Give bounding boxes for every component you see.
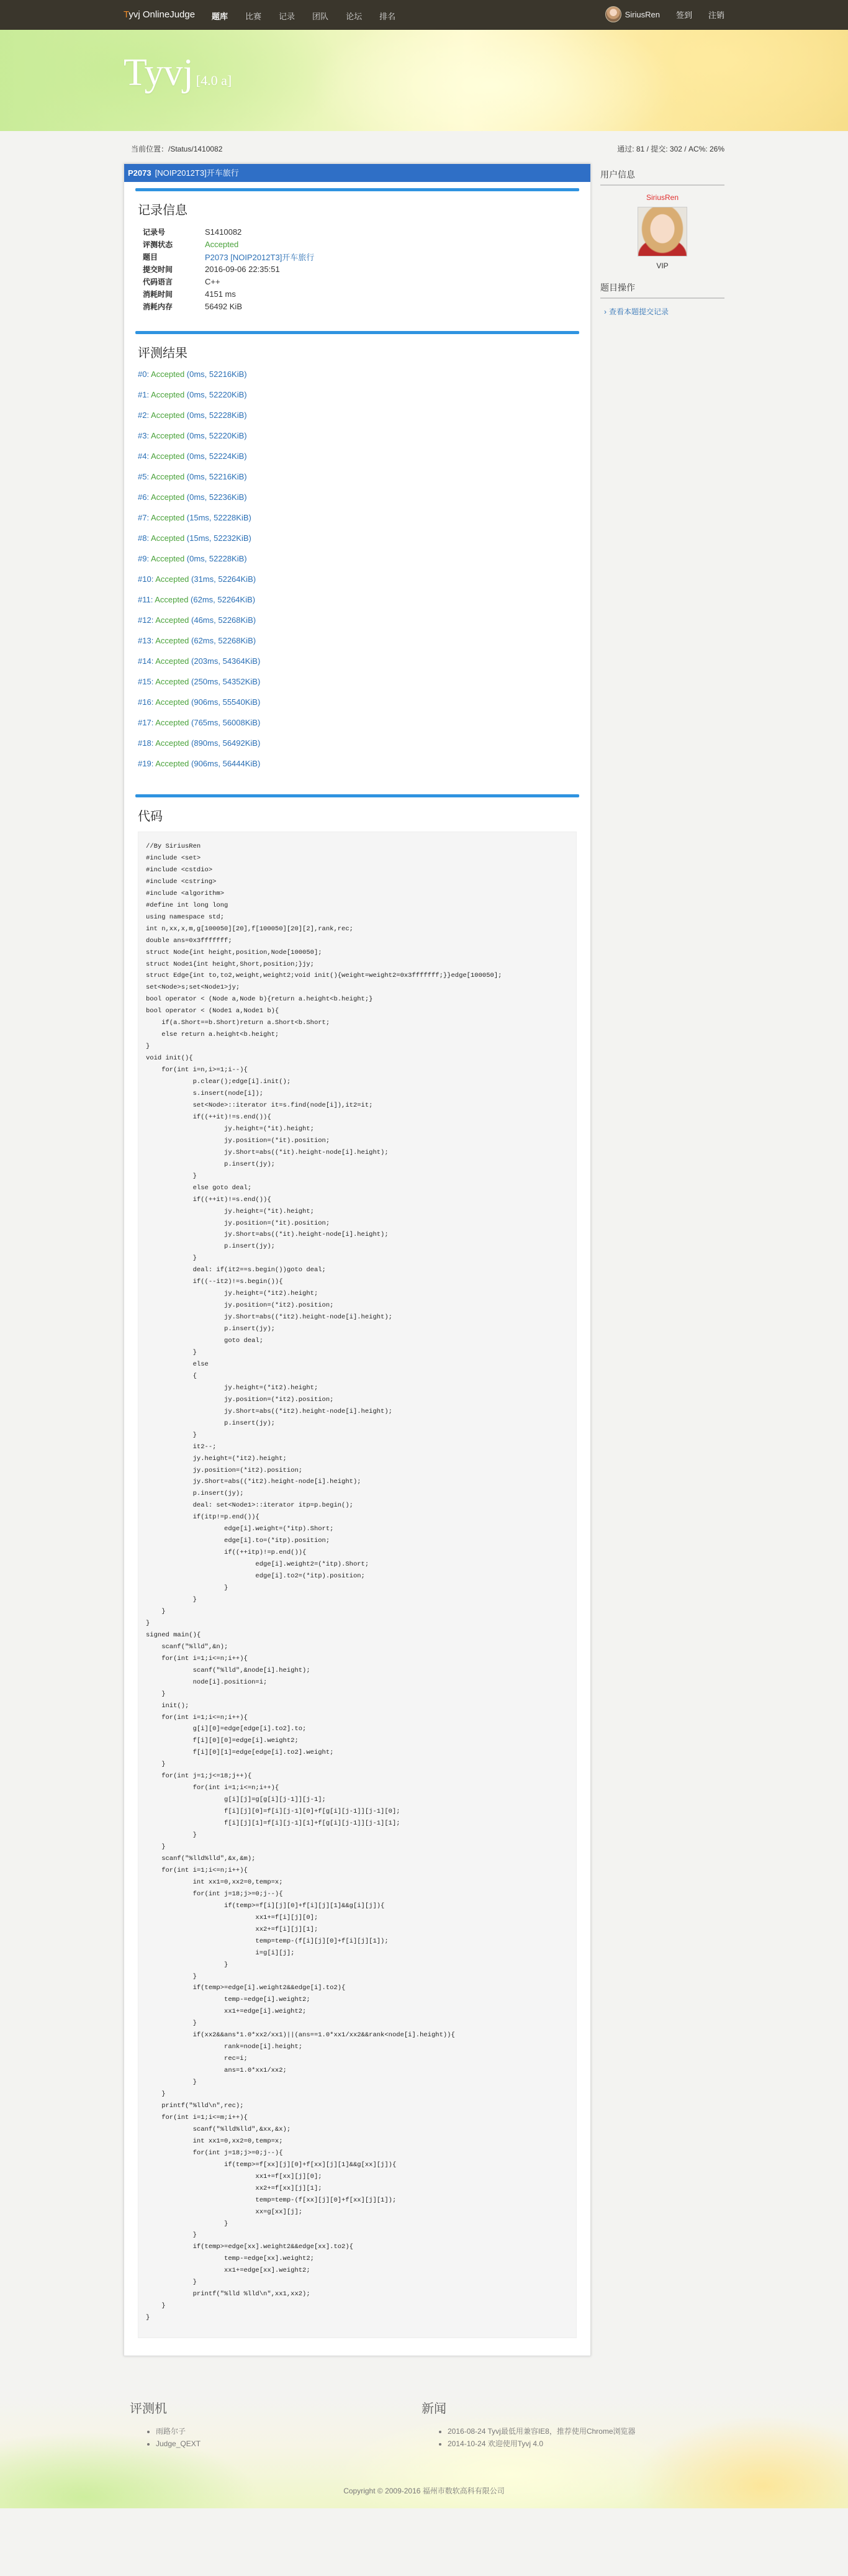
code-line: for(int i=n,i>=1;i--){ [146,1066,248,1074]
code-line: int n,xx,x,m,g[100050][20],f[100050][20][2],rank,rec; [146,925,353,933]
table-row [143,275,314,288]
result-id: #13: [138,636,156,645]
code-line: jy.height=(*it2).height; [146,1384,318,1392]
news-item[interactable]: • 2014-10-24 欢迎使用Tyvj 4.0 [448,2438,636,2450]
result-item [138,409,579,430]
code-heading: 代码 [138,810,163,823]
result-item [138,471,579,491]
result-detail: (15ms, 52232KiB) [184,533,251,543]
result-id: #0: [138,370,151,379]
code-line: } [146,2020,197,2028]
table-row [143,225,314,238]
code-line: if(temp>=f[xx][j][0]+f[xx][j][1]&&g[xx][j]){ [146,2161,397,2169]
problem-ops [600,299,724,317]
code-line: } [146,1607,166,1615]
code-line: if((++it)!=s.end()){ [146,1113,271,1121]
result-status: Accepted [150,472,185,481]
code-line: deal: if(it2==s.begin())goto deal; [146,1266,326,1274]
record-value: C++ [205,276,220,286]
record-problem-link[interactable]: P2073 [NOIP2012T3]开车旅行 [205,252,315,262]
result-detail: (0ms, 52220KiB) [184,390,247,399]
result-status: Accepted [150,390,185,399]
result-detail: (250ms, 54352KiB) [189,677,261,686]
code-line: temp=temp-(f[i][j][0]+f[i][j][1]); [146,1937,389,1945]
code-line: jy.height=(*it).height; [146,1125,314,1133]
code-line: if((++itp)!=p.end()){ [146,1549,307,1557]
code-line: if(xx2&&ans*1.0*xx2/xx1)||(ans==1.0*xx1/xx2&&rank<node[i].height)){ [146,2031,455,2039]
result-detail: (0ms, 52236KiB) [184,492,247,502]
result-status: Accepted [150,533,185,543]
result-detail: (0ms, 52216KiB) [184,472,247,481]
result-status: Accepted [150,410,185,420]
code-line: f[i][j][1]=f[i][j-1][1]+f[g[i][j-1]][j-1][1]; [146,1820,400,1828]
record-info-heading: 记录信息 [138,204,187,217]
code-line: p.insert(jy); [146,1160,275,1168]
result-detail: (890ms, 56492KiB) [189,738,261,748]
code-line: xx2+=f[xx][j][1]; [146,2184,322,2192]
code-line: g[i][j]=g[g[i][j-1]][j-1]; [146,1796,326,1804]
result-item [138,430,579,450]
code-line: printf("%lld\n",rec); [146,2102,244,2110]
code-line: } [146,1831,197,1839]
code-line: int xx1=0,xx2=0,temp=x; [146,2137,283,2145]
result-detail: (31ms, 52264KiB) [189,574,256,584]
code-line: } [146,1619,150,1627]
main-nav [212,10,395,22]
result-id: #17: [138,718,156,727]
result-status: Accepted [150,492,185,502]
code-line: jy.position=(*it2).position; [146,1302,334,1310]
result-detail: (203ms, 54364KiB) [189,656,261,666]
user-info-heading: 用户信息 [600,163,724,186]
code-line: edge[i].to=(*itp).position; [146,1537,330,1545]
code-line: f[i][0][0]=edge[i].weight2; [146,1737,299,1745]
code-line: struct Edge{int to,to2,weight,weight2;void init(){weight=weight2=0x3fffffff;}}edge[100050]; [146,972,502,980]
record-key: 消耗内存 [143,302,173,311]
code-line: p.clear();edge[i].init(); [146,1078,291,1086]
code-line: using namespace std; [146,913,225,921]
code-line: bool operator < (Node1 a,Node1 b){ [146,1007,279,1015]
code-line: edge[i].weight=(*itp).Short; [146,1525,334,1533]
result-id: #15: [138,677,156,686]
code-line: #include <set> [146,854,201,862]
code-line: } [146,1761,166,1769]
code-line: if(temp>=f[i][j][0]+f[i][j][1]&&g[i][j]){ [146,1902,385,1910]
result-status: Accepted [150,554,185,563]
table-row [143,300,314,312]
code-line: #include <algorithm> [146,889,225,897]
code-line: xx1+=edge[xx].weight2; [146,2267,310,2275]
code-line: jy.position=(*it2).position; [146,1395,334,1404]
code-line: } [146,1584,228,1592]
result-detail: (0ms, 52220KiB) [184,431,247,440]
code-line: } [146,2314,150,2322]
code-line: //By SiriusRen [146,843,201,850]
code-line: p.insert(jy); [146,1243,275,1251]
user-card [600,186,724,276]
code-line: { [146,1372,197,1380]
record-key: 评测状态 [143,240,173,249]
result-detail: (0ms, 52224KiB) [184,451,247,461]
code-line: bool operator < (Node a,Node b){return a.height<b.height;} [146,995,373,1004]
nav-teams[interactable]: 团队 [312,12,329,21]
code-line: for(int i=1;i<=n;i++){ [146,1784,279,1792]
code-line: xx2+=f[i][j][1]; [146,1925,318,1933]
result-item [138,532,579,553]
code-line: } [146,1254,197,1263]
code-line: for(int i=1;i<=m;i++){ [146,2113,248,2121]
breadcrumb-bar [124,131,724,163]
result-detail: (765ms, 56008KiB) [189,718,261,727]
code-line: } [146,1596,197,1603]
result-item [138,717,579,737]
code-line: jy.Short=abs((*it).height-node[i].height); [146,1231,389,1239]
result-id: #4: [138,451,151,461]
footer-news [422,2398,636,2450]
code-line: goto deal; [146,1337,264,1345]
code-line: } [146,1961,228,1969]
code-line: deal: set<Node1>::iterator itp=p.begin(); [146,1502,353,1510]
footer [0,2396,848,2508]
avatar [605,6,621,22]
code-line: f[i][j][0]=f[i][j-1][0]+f[g[i][j-1]][j-1][0]; [146,1808,400,1816]
result-id: #8: [138,533,151,543]
code-line: } [146,1843,166,1851]
code-line: jy.Short=abs((*it2).height-node[i].height); [146,1407,392,1415]
code-line: it2--; [146,1443,217,1451]
hero-banner [0,30,848,131]
result-detail: (0ms, 52228KiB) [184,410,247,420]
code-line: temp=temp-(f[xx][j][0]+f[xx][j][1]); [146,2196,397,2204]
news-item[interactable]: • 2016-08-24 Tyvj最低用兼容IE8，推荐使用Chrome浏览器 [448,2425,636,2438]
result-detail: (906ms, 56444KiB) [189,759,261,768]
code-line: for(int i=1;i<=n;i++){ [146,1713,248,1721]
code-line: jy.position=(*it2).position; [146,1466,303,1474]
code-line: jy.height=(*it).height; [146,1207,314,1215]
result-item [138,635,579,655]
code-line: if((++it)!=s.end()){ [146,1195,271,1204]
code-line: } [146,2279,197,2287]
result-id: #5: [138,472,151,481]
result-id: #11: [138,595,155,604]
section-divider [135,331,579,334]
main-panel [124,163,591,2356]
nav-contests[interactable]: 比赛 [245,12,262,21]
code-line: set<Node>s;set<Node1>jy; [146,984,240,992]
result-status: Accepted [150,431,185,440]
code-line: for(int j=18;j>=0;j--){ [146,2149,283,2157]
code-line: scanf("%lld",&n); [146,1643,228,1651]
code-line: g[i][0]=edge[edge[i].to2].to; [146,1725,307,1733]
result-id: #18: [138,738,156,748]
code-line: for(int i=1;i<=n;i++){ [146,1654,248,1662]
result-status: Accepted [155,718,189,727]
code-line: p.insert(jy); [146,1325,275,1333]
logout-link[interactable]: 注销 [708,10,724,20]
results-section [135,331,579,778]
code-line: jy.Short=abs((*it2).height-node[i].height); [146,1478,361,1486]
code-line: else return a.height<b.height; [146,1031,279,1039]
result-item [138,512,579,532]
breadcrumb: 当前位置：/Status/1410082 [131,145,223,153]
code-line: } [146,2231,197,2239]
code-line: else goto deal; [146,1184,252,1192]
hero-title: Tyvj [4.0 a] [124,52,232,94]
signin-link[interactable]: 签到 [675,10,692,20]
code-line: #define int long long [146,901,228,909]
code-line: temp-=edge[i].weight2; [146,1996,310,2004]
result-id: #10: [138,574,156,584]
code-line: scanf("%lld%lld",&x,&m); [146,1854,256,1862]
record-status: Accepted [205,239,239,249]
code-line: #include <cstdio> [146,866,213,874]
record-value: 56492 KiB [205,301,242,311]
code-line: jy.position=(*it).position; [146,1136,330,1145]
result-item [138,594,579,614]
result-item [138,491,579,512]
footer-news-heading: 新闻 [422,2402,446,2416]
top-navbar [0,0,848,30]
code-line: xx=g[xx][j]; [146,2208,303,2216]
record-info-table [143,225,314,312]
result-id: #19: [138,759,156,768]
view-problem-submissions-link[interactable]: › 查看本题提交记录 [604,307,669,316]
result-id: #12: [138,615,156,625]
code-line: p.insert(jy); [146,1490,244,1498]
code-line: struct Node1{int height,Short,position;}jy; [146,960,314,968]
code-line: signed main(){ [146,1631,201,1639]
result-item [138,573,579,594]
code-line: edge[i].to2=(*itp).position; [146,1572,365,1581]
code-line: if((--it2)!=s.begin()){ [146,1278,283,1286]
problem-title[interactable]: [NOIP2012T3]开车旅行 [155,168,239,178]
result-status: Accepted [155,697,189,707]
user-stats: 通过: 81 / 提交: 302 / AC%: 26% [617,145,724,153]
nav-forum[interactable]: 论坛 [346,12,363,21]
code-line: rec=i; [146,2055,248,2063]
content-wrapper [124,163,724,2356]
code-line: } [146,2090,166,2098]
result-detail: (0ms, 52228KiB) [184,554,247,563]
sidebar-username[interactable]: SiriusRen [646,193,679,202]
results-heading: 评测结果 [138,347,187,360]
problem-title-bar [124,164,590,182]
nav-username: SiriusRen [625,9,660,19]
code-line: } [146,1172,197,1180]
result-item [138,676,579,696]
result-status: Accepted [155,759,189,768]
section-divider [135,794,579,797]
brand-logo[interactable]: Tyvj OnlineJudge [124,9,196,20]
code-line: i=g[i][j]; [146,1949,295,1957]
sidebar [600,163,724,317]
result-id: #6: [138,492,151,502]
result-status: Accepted [150,513,185,522]
code-line: ans=1.0*xx1/xx2; [146,2067,287,2075]
code-line: temp-=edge[xx].weight2; [146,2255,314,2263]
code-line: jy.Short=abs((*it).height-node[i].height); [146,1148,389,1156]
code-line: if(a.Short==b.Short)return a.Short<b.Short; [146,1019,330,1027]
code-line: xx1+=f[xx][j][0]; [146,2172,322,2180]
result-id: #1: [138,390,151,399]
results-list [138,368,579,778]
result-detail: (62ms, 52264KiB) [188,595,256,604]
code-line: for(int j=18;j>=0;j--){ [146,1890,283,1898]
result-item [138,655,579,676]
table-row [143,250,314,263]
code-section [135,794,579,2338]
code-line: node[i].position=i; [146,1678,268,1686]
nav-ranking[interactable]: 排名 [379,12,396,21]
user-role: VIP [656,261,669,270]
result-status: Accepted [155,636,189,645]
table-row [143,263,314,275]
code-line: for(int i=1;i<=n;i++){ [146,1866,248,1874]
table-row [143,288,314,300]
nav-records[interactable]: 记录 [279,12,295,21]
record-key: 代码语言 [143,277,173,286]
footer-judges [130,2398,201,2450]
record-key: 记录号 [143,227,166,237]
result-id: #9: [138,554,151,563]
code-line: } [146,1431,197,1439]
code-line: } [146,1972,197,1980]
record-value: S1410082 [205,227,242,237]
section-divider [135,188,579,191]
code-line: } [146,2302,166,2310]
code-line: } [146,1348,197,1356]
result-status: Accepted [155,656,189,666]
code-line: scanf("%lld%lld",&xx,&x); [146,2125,291,2133]
code-line: xx1+=edge[i].weight2; [146,2008,307,2016]
code-line: rank=node[i].height; [146,2043,303,2051]
user-nav [605,6,724,22]
code-line: double ans=0x3fffffff; [146,937,232,945]
result-status: Accepted [155,574,189,584]
code-line: jy.position=(*it).position; [146,1219,330,1227]
source-code [138,832,577,2338]
result-detail: (62ms, 52268KiB) [189,636,256,645]
code-line: jy.height=(*it2).height; [146,1290,318,1298]
code-line: if(itp!=p.end()){ [146,1513,259,1522]
code-line: xx1+=f[i][j][0]; [146,1913,318,1921]
footer-judges-heading: 评测机 [130,2402,167,2416]
result-status: Accepted [155,615,189,625]
code-line: init(); [146,1702,189,1710]
code-line: if(temp>=edge[xx].weight2&&edge[xx].to2){ [146,2243,353,2251]
user-avatar [638,207,687,256]
hero-version: [4.0 a] [196,73,232,88]
nav-problems[interactable]: 题库 [212,12,228,21]
code-line: } [146,1043,150,1051]
code-line: scanf("%lld",&node[i].height); [146,1666,310,1674]
code-line: set<Node>::iterator it=s.find(node[i]),it2=it; [146,1101,373,1109]
record-info-section [135,188,579,312]
result-status: Accepted [150,370,185,379]
record-value: 4151 ms [205,289,236,299]
table-row [143,238,314,250]
result-item [138,368,579,389]
record-key: 提交时间 [143,265,173,274]
result-detail: (15ms, 52228KiB) [184,513,251,522]
record-value: 2016-09-06 22:35:51 [205,264,280,274]
result-item [138,450,579,471]
code-line: p.insert(jy); [146,1419,275,1427]
problem-ops-heading: 题目操作 [600,276,724,299]
copyright: Copyright © 2009-2016 福州市数软高科有限公司 [343,2487,505,2496]
result-item [138,758,579,778]
result-detail: (46ms, 52268KiB) [189,615,256,625]
result-status: Accepted [150,451,185,461]
code-line: jy.Short=abs((*it2).height-node[i].height); [146,1313,392,1322]
code-line: edge[i].weight2=(*itp).Short; [146,1561,369,1569]
result-item [138,696,579,717]
list-item: • 雨路尔子 [156,2425,201,2438]
code-line: } [146,1690,166,1698]
code-line: } [146,2220,228,2228]
code-line: #include <cstring> [146,878,217,886]
result-id: #2: [138,410,151,420]
code-line: printf("%lld %lld\n",xx1,xx2); [146,2290,310,2298]
result-item [138,737,579,758]
code-line: for(int j=1;j<=18;j++){ [146,1772,252,1780]
problem-id[interactable]: P2073 [128,168,151,178]
record-key: 消耗时间 [143,289,173,299]
user-menu[interactable] [605,6,660,22]
code-line: if(temp>=edge[i].weight2&&edge[i].to2){ [146,1984,346,1992]
result-id: #14: [138,656,156,666]
result-detail: (906ms, 55540KiB) [189,697,261,707]
result-status: Accepted [155,677,189,686]
result-id: #3: [138,431,151,440]
result-id: #7: [138,513,151,522]
code-line: } [146,2079,197,2087]
list-item: • Judge_QEXT [156,2438,201,2450]
result-detail: (0ms, 52216KiB) [184,370,247,379]
code-line: jy.height=(*it2).height; [146,1454,287,1463]
result-item [138,553,579,573]
code-line: f[i][0][1]=edge[edge[i].to2].weight; [146,1749,334,1757]
result-status: Accepted [155,738,189,748]
code-line: struct Node{int height,position,Node[100050]; [146,948,322,956]
code-line: s.insert(node[i]); [146,1090,264,1098]
result-id: #16: [138,697,156,707]
result-item [138,614,579,635]
code-line: int xx1=0,xx2=0,temp=x; [146,1878,283,1886]
result-status: Accepted [155,595,189,604]
code-line: void init(){ [146,1054,193,1063]
code-line: else [146,1360,209,1368]
result-item [138,389,579,409]
record-key: 题目 [143,252,158,261]
